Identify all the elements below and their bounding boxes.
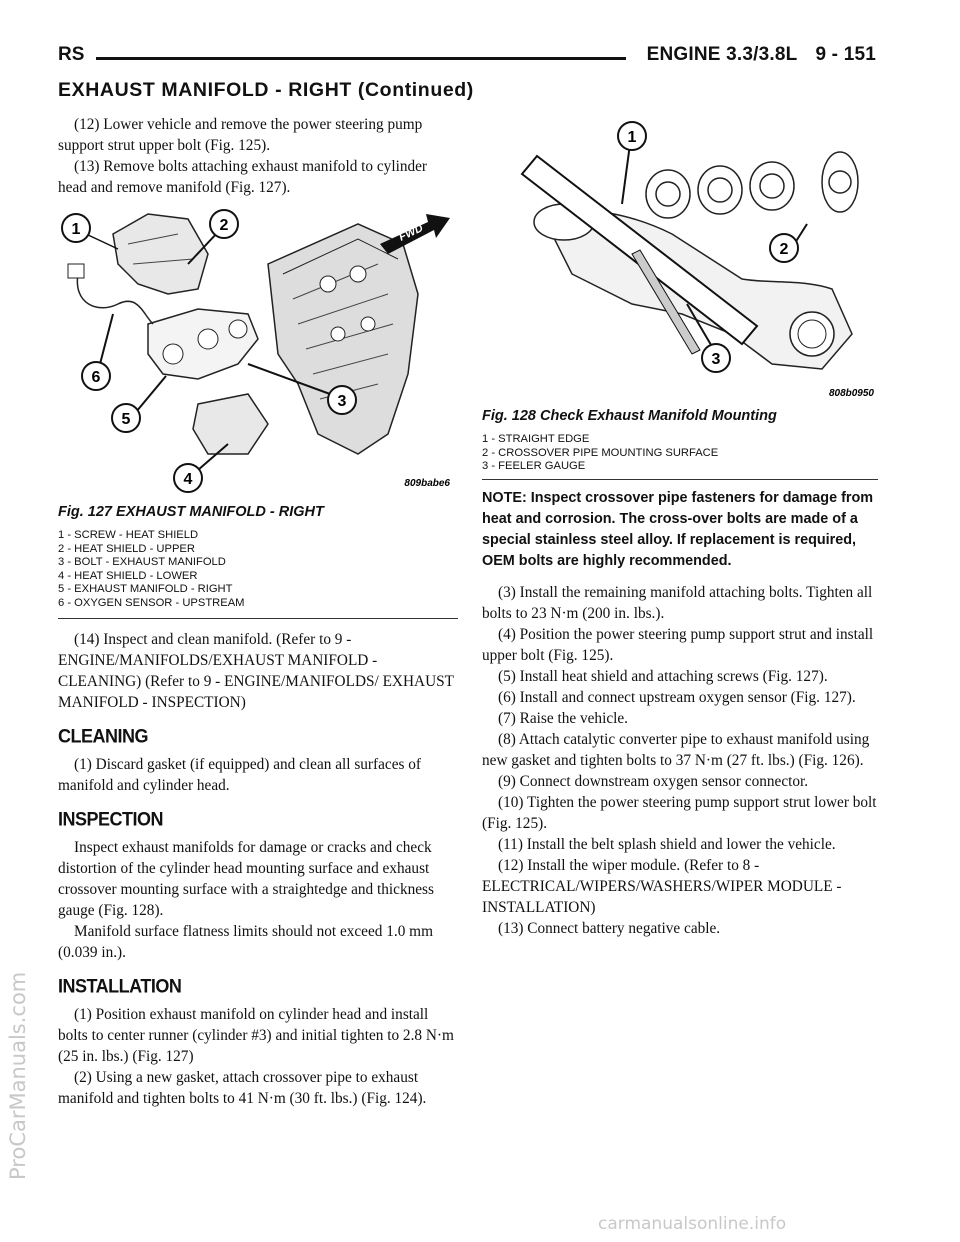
svg-text:2: 2 <box>219 217 229 234</box>
figure-127-caption: Fig. 127 EXHAUST MANIFOLD - RIGHT <box>58 504 324 520</box>
callout-2 <box>770 234 798 262</box>
legend-item: 6 - OXYGEN SENSOR - UPSTREAM <box>58 596 245 609</box>
legend-item: 2 - CROSSOVER PIPE MOUNTING SURFACE <box>482 446 719 459</box>
install-step-5: (5) Install heat shield and attaching screws (Fig. 127). <box>498 667 828 685</box>
figure-code: 808b0950 <box>828 388 874 399</box>
svg-text:1: 1 <box>627 129 637 146</box>
cleaning-heading: CLEANING <box>58 724 148 747</box>
legend-item: 4 - HEAT SHIELD - LOWER <box>58 569 198 582</box>
left-column <box>58 114 458 1109</box>
callout-5 <box>112 404 140 432</box>
legend-item: 1 - STRAIGHT EDGE <box>482 433 590 445</box>
install-step-7: (7) Raise the vehicle. <box>498 709 628 727</box>
install-step-11: (11) Install the belt splash shield and lower the vehicle. <box>498 835 836 853</box>
header-rule <box>96 57 626 60</box>
header-model-code: RS <box>58 44 85 65</box>
install-step-4: (4) Position the power steering pump support strut and install upper bolt (Fig. 125). <box>482 625 874 664</box>
legend-item: 3 - BOLT - EXHAUST MANIFOLD <box>58 556 226 568</box>
page-header <box>58 44 876 74</box>
callout-2 <box>210 210 238 238</box>
check-manifold-illustration <box>482 104 878 404</box>
header-section <box>647 44 876 66</box>
svg-text:3: 3 <box>711 351 721 368</box>
svg-text:4: 4 <box>183 471 193 488</box>
inspection-para-2: Manifold surface flatness limits should not exceed 1.0 mm (0.039 in.). <box>58 923 433 961</box>
cleaning-step-1: (1) Discard gasket (if equipped) and clean all surfaces of manifold and cylinder head. <box>58 756 422 794</box>
svg-text:6: 6 <box>91 369 101 386</box>
legend-item: 2 - HEAT SHIELD - UPPER <box>58 542 195 555</box>
figure-128-caption-block <box>482 406 878 480</box>
watermark-bottom: carmanualsonline.info <box>598 1214 787 1234</box>
watermark-side: ProCarManuals.com <box>6 971 30 1180</box>
callout-4 <box>174 464 202 492</box>
figure-127-caption-block <box>58 502 458 619</box>
install-step-12: (12) Install the wiper module. (Refer to 8 - ELECTRICAL/WIPERS/WASHERS/WIPER MODULE - INSTALLATION) <box>482 856 842 916</box>
step-13: (13) Remove bolts attaching exhaust manifold to cylinder head and remove manifold (Fig. 127). <box>58 158 428 196</box>
inspection-para-1: Inspect exhaust manifolds for damage or cracks and check distortion of the cylinder head mounting surface and exhaust crossover mounting surface with a straightedge and thickness gauge (Fig. 128). <box>58 839 434 919</box>
install-step-2: (2) Using a new gasket, attach crossover pipe to exhaust manifold and tighten bolts to 41 N·m (30 ft. lbs.) (Fig. 124). <box>58 1069 427 1107</box>
right-column <box>482 104 878 939</box>
install-step-9: (9) Connect downstream oxygen sensor connector. <box>498 772 809 790</box>
figure-code: 809babe6 <box>404 478 450 489</box>
callout-1 <box>618 122 646 150</box>
svg-text:1: 1 <box>71 221 81 238</box>
figure-128-caption: Fig. 128 Check Exhaust Manifold Mounting <box>482 408 777 424</box>
figure-127-legend <box>58 529 458 610</box>
installation-heading: INSTALLATION <box>58 974 182 997</box>
callout-6 <box>82 362 110 390</box>
install-step-10: (10) Tighten the power steering pump support strut lower bolt (Fig. 125). <box>482 793 877 832</box>
svg-text:5: 5 <box>121 411 131 428</box>
inspection-heading: INSPECTION <box>58 807 164 830</box>
section-title: EXHAUST MANIFOLD - RIGHT (Continued) <box>58 79 474 101</box>
step-14: (14) Inspect and clean manifold. (Refer to 9 - ENGINE/MANIFOLDS/EXHAUST MANIFOLD - CLEANING) (Refer to 9 - ENGINE/MANIFOLDS/ EXHAUST MANIFOLD - INSPECTION) <box>58 631 454 711</box>
legend-item: 5 - EXHAUST MANIFOLD - RIGHT <box>58 583 233 595</box>
fwd-label: FWD <box>397 222 425 244</box>
install-step-13: (13) Connect battery negative cable. <box>498 919 721 937</box>
exhaust-manifold-illustration <box>58 204 458 502</box>
page-number: 9 - 151 <box>815 44 876 65</box>
callout-3 <box>328 386 356 414</box>
header-engine: ENGINE 3.3/3.8L <box>646 44 798 65</box>
legend-item: 1 - SCREW - HEAT SHIELD <box>58 529 199 541</box>
note-crossover-fasteners: NOTE: Inspect crossover pipe fasteners for damage from heat and corrosion. The cross-over bolts are made of a special stainless steel alloy. If replacement is required, OEM bolts are highly recommended. <box>482 489 874 569</box>
figure-127 <box>58 204 458 502</box>
callout-1 <box>62 214 90 242</box>
svg-text:2: 2 <box>779 241 789 258</box>
svg-text:3: 3 <box>337 393 347 410</box>
figure-128-legend <box>482 433 878 474</box>
legend-item: 3 - FEELER GAUGE <box>482 460 586 472</box>
callout-3 <box>702 344 730 372</box>
install-step-8: (8) Attach catalytic converter pipe to exhaust manifold using new gasket and tighten bolts to 37 N·m (27 ft. lbs.) (Fig. 126). <box>482 730 870 769</box>
install-step-1: (1) Position exhaust manifold on cylinder head and install bolts to center runner (cylinder #3) and initial tighten to 2.8 N·m (25 in. lbs.) (Fig. 127) <box>58 1006 454 1065</box>
step-12: (12) Lower vehicle and remove the power steering pump support strut upper bolt (Fig. 125). <box>58 116 423 154</box>
figure-128 <box>482 104 878 404</box>
install-step-3: (3) Install the remaining manifold attaching bolts. Tighten all bolts to 23 N·m (200 in. lbs.). <box>482 583 873 622</box>
install-step-6: (6) Install and connect upstream oxygen sensor (Fig. 127). <box>498 688 856 706</box>
